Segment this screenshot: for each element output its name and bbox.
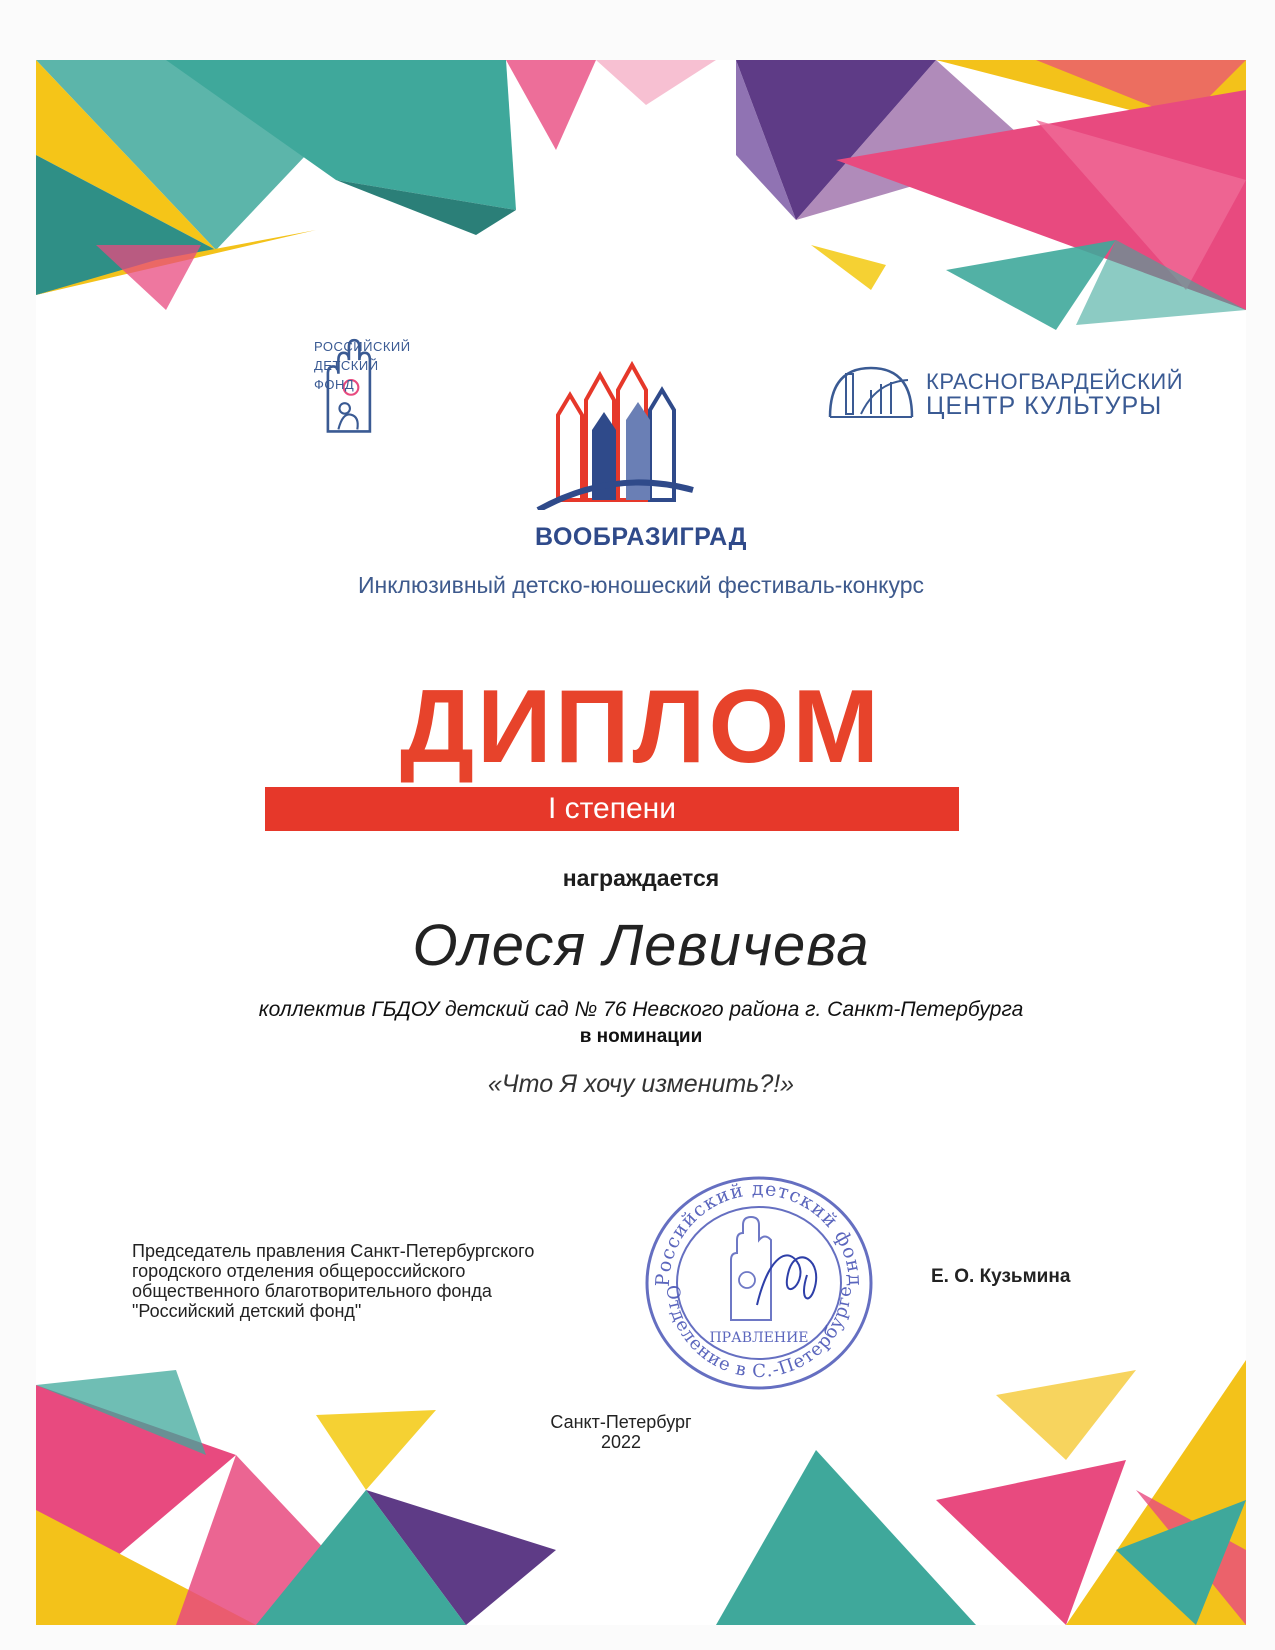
year: 2022 <box>600 1432 642 1452</box>
stamp-center-text: ПРАВЛЕНИЕ <box>709 1330 809 1346</box>
awarded-label: награждается <box>562 865 720 891</box>
signatory-position-line: городского отделения общероссийского <box>132 1261 466 1281</box>
signatory-position <box>132 1241 534 1321</box>
rdf-logo-line1: РОССИЙСКИЙ <box>314 339 411 354</box>
signatory-position-line: общественного благотворительного фонда <box>132 1281 492 1301</box>
signatory-position-line: Председатель правления Санкт-Петербургского <box>132 1241 535 1261</box>
degree-banner <box>265 787 959 831</box>
nomination-label: в номинации <box>579 1026 703 1047</box>
signatory-position-line: "Российский детский фонд" <box>132 1301 362 1321</box>
place: Санкт-Петербург <box>550 1412 692 1432</box>
rdf-logo-text <box>314 337 411 394</box>
nomination-title: «Что Я хочу изменить?!» <box>487 1070 795 1098</box>
place-and-year <box>506 1412 736 1452</box>
festival-subtitle: Инклюзивный детско-юношеский фестиваль-конкурс <box>357 572 924 598</box>
stamp-top-text: Российский детский фонд <box>651 1177 867 1288</box>
collective-text: коллектив ГБДОУ детский сад № 76 Невского района г. Санкт-Петербурга <box>258 998 1024 1021</box>
degree-text: I степени <box>547 792 676 825</box>
voobrazigrad-logo-icon <box>528 360 698 510</box>
kck-logo-icon <box>826 362 916 422</box>
recipient-name: Олеся Левичева <box>412 913 870 978</box>
signature-scribble <box>757 1255 816 1305</box>
diploma-sheet <box>36 60 1246 1625</box>
kck-logo-text <box>926 370 1183 418</box>
rdf-logo-line2: ДЕТСКИЙ <box>314 358 379 373</box>
organization-stamp <box>639 1165 879 1395</box>
rdf-logo-line3: ФОНД <box>314 377 355 392</box>
stamp-bottom-text: Отделение в С.-Петербурге <box>661 1284 857 1383</box>
kck-logo-line2: ЦЕНТР КУЛЬТУРЫ <box>926 392 1163 420</box>
kck-logo-line1: КРАСНОГВАРДЕЙСКИЙ <box>926 369 1184 394</box>
diploma-title: ДИПЛОМ <box>399 669 883 785</box>
signatory-name: Е. О. Кузьмина <box>931 1266 1071 1287</box>
festival-name: ВООБРАЗИГРАД <box>535 523 747 551</box>
